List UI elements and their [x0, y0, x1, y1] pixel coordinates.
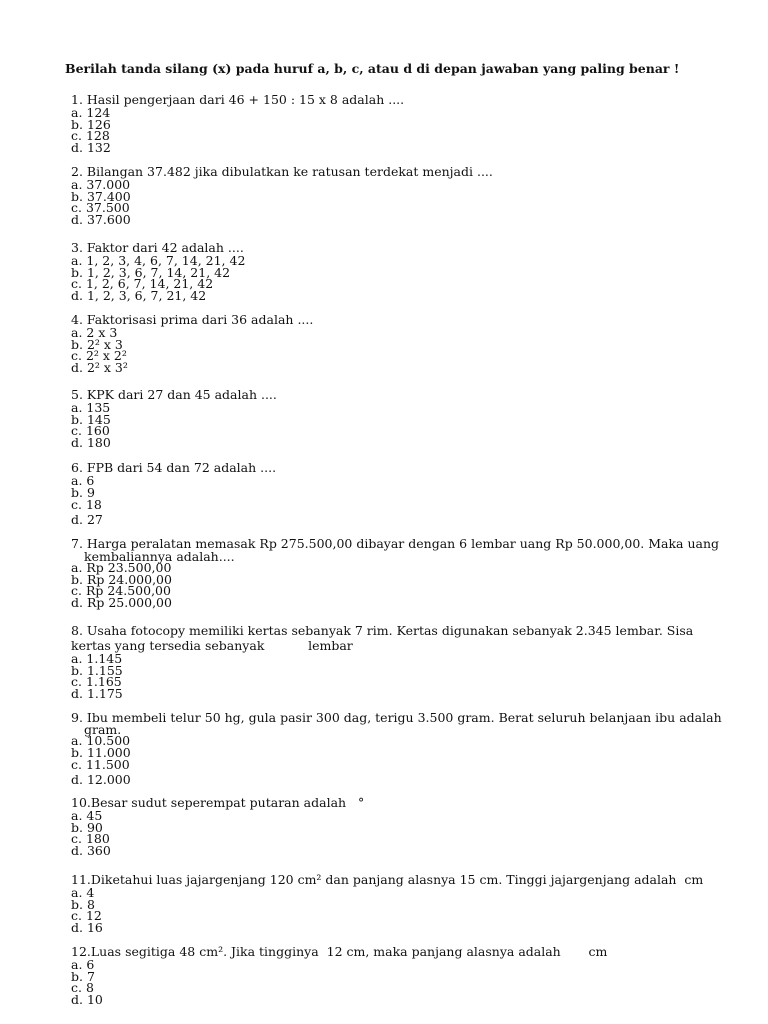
question-stem: 7. Harga peralatan memasak Rp 275.500,00 dibayar dengan 6 lembar uang Rp 50.000,00. Maka uang [71, 536, 720, 551]
instruction-text: Berilah tanda silang (x) pada huruf a, b, c, atau d di depan jawaban yang paling benar ! [65, 61, 680, 76]
option-b[interactable]: b. 90 [71, 819, 103, 835]
question-12 [71, 945, 711, 1005]
option-c[interactable]: c. 1.165 [71, 674, 122, 690]
question-stem: 11.Diketahui luas jajargenjang 120 cm² dan panjang alasnya 15 cm. Tinggi jajargenjang adalah cm [71, 872, 704, 887]
option-b[interactable]: b. 1.155 [71, 662, 123, 678]
option-a[interactable]: a. Rp 23.500,00 [71, 560, 172, 575]
question-stem: 2. Bilangan 37.482 jika dibulatkan ke ratusan terdekat menjadi .... [71, 164, 493, 179]
options-list [71, 810, 711, 856]
options-list [71, 562, 711, 608]
option-a[interactable]: a. 37.000 [71, 177, 131, 192]
question-6 [71, 461, 711, 528]
question-9 [71, 710, 722, 788]
option-a[interactable]: a. 6 [71, 957, 95, 972]
options-list [71, 735, 711, 788]
question-stem-continued: kembaliannya adalah.... [84, 549, 235, 564]
option-b[interactable]: b. 11.000 [71, 744, 131, 760]
option-d[interactable]: d. 27 [71, 512, 103, 528]
question-stem: 4. Faktorisasi prima dari 36 adalah .... [71, 312, 314, 327]
option-d[interactable]: d. 1.175 [71, 685, 123, 701]
question-5 [71, 388, 711, 448]
option-a[interactable]: a. 4 [71, 885, 95, 900]
option-b[interactable]: b. 1, 2, 3, 6, 7, 14, 21, 42 [71, 264, 231, 280]
option-c[interactable]: c. 8 [71, 980, 94, 996]
option-b[interactable]: b. 9 [71, 484, 95, 500]
question-stem: 5. KPK dari 27 dan 45 adalah .... [71, 387, 277, 402]
option-c[interactable]: c. 1, 2, 6, 7, 14, 21, 42 [71, 276, 214, 292]
options-list [71, 402, 711, 448]
option-d[interactable]: d. 37.600 [71, 211, 131, 227]
option-c[interactable]: c. 180 [71, 831, 110, 847]
question-10 [71, 796, 711, 856]
option-a[interactable]: a. 124 [71, 105, 111, 120]
option-b[interactable]: b. 2² x 3 [71, 336, 123, 352]
question-stem: 3. Faktor dari 42 adalah .... [71, 240, 244, 255]
question-8 [71, 623, 711, 699]
question-stem-continued: gram. [84, 722, 122, 737]
question-stem: 6. FPB dari 54 dan 72 adalah .... [71, 460, 277, 475]
option-d[interactable]: d. 180 [71, 434, 111, 450]
option-d[interactable]: d. 12.000 [71, 772, 131, 788]
option-a[interactable]: a. 2 x 3 [71, 325, 118, 340]
option-c[interactable]: c. 12 [71, 908, 102, 924]
option-d[interactable]: d. Rp 25.000,00 [71, 594, 172, 610]
question-stem: 1. Hasil pengerjaan dari 46 + 150 : 15 x 8 adalah .... [71, 92, 405, 107]
option-c[interactable]: c. 160 [71, 423, 110, 439]
question-4 [71, 313, 711, 373]
option-b[interactable]: b. 126 [71, 116, 111, 132]
option-b[interactable]: b. 37.400 [71, 188, 131, 204]
option-c[interactable]: c. 11.500 [71, 757, 130, 773]
option-b[interactable]: b. 7 [71, 968, 95, 984]
question-stem: 12.Luas segitiga 48 cm². Jika tingginya 12 cm, maka panjang alasnya adalah cm [71, 944, 608, 959]
options-list [71, 327, 711, 373]
option-d[interactable]: d. 1, 2, 3, 6, 7, 21, 42 [71, 287, 207, 303]
question-3 [71, 241, 711, 301]
option-c[interactable]: c. 2² x 2² [71, 348, 127, 364]
option-a[interactable]: a. 45 [71, 808, 103, 823]
option-c[interactable]: c. 37.500 [71, 200, 130, 216]
option-b[interactable]: b. 145 [71, 411, 111, 427]
option-d[interactable]: d. 10 [71, 991, 103, 1007]
option-a[interactable]: a. 135 [71, 400, 111, 415]
question-stem: 8. Usaha fotocopy memiliki kertas sebanyak 7 rim. Kertas digunakan sebanyak 2.345 lembar. Sisa [71, 623, 694, 638]
option-a[interactable]: a. 1, 2, 3, 4, 6, 7, 14, 21, 42 [71, 253, 246, 268]
question-2 [71, 165, 711, 225]
options-list [71, 959, 711, 1005]
question-stem-continued: kertas yang tersedia sebanyak lembar [71, 638, 353, 653]
options-list [71, 107, 711, 153]
question-stem: 10.Besar sudut seperempat putaran adalah ° [71, 795, 365, 810]
option-a[interactable]: a. 1.145 [71, 651, 123, 666]
option-d[interactable]: d. 2² x 3² [71, 359, 128, 375]
options-list [71, 179, 711, 225]
option-a[interactable]: a. 10.500 [71, 733, 131, 748]
option-c[interactable]: c. 18 [71, 497, 102, 513]
question-stem: 9. Ibu membeli telur 50 hg, gula pasir 300 dag, terigu 3.500 gram. Berat seluruh belanjaan ibu adalah [71, 710, 722, 725]
options-list [71, 887, 711, 933]
option-b[interactable]: b. Rp 24.000,00 [71, 571, 172, 587]
option-c[interactable]: c. Rp 24.500,00 [71, 583, 171, 599]
question-7 [71, 536, 720, 610]
option-d[interactable]: d. 16 [71, 919, 103, 935]
option-d[interactable]: d. 360 [71, 842, 111, 858]
option-a[interactable]: a. 6 [71, 473, 95, 488]
options-list [71, 475, 711, 528]
options-list [71, 653, 711, 699]
question-11 [71, 873, 711, 933]
option-d[interactable]: d. 132 [71, 139, 111, 155]
option-b[interactable]: b. 8 [71, 896, 95, 912]
option-c[interactable]: c. 128 [71, 128, 110, 144]
options-list [71, 255, 711, 301]
question-1 [71, 93, 711, 153]
